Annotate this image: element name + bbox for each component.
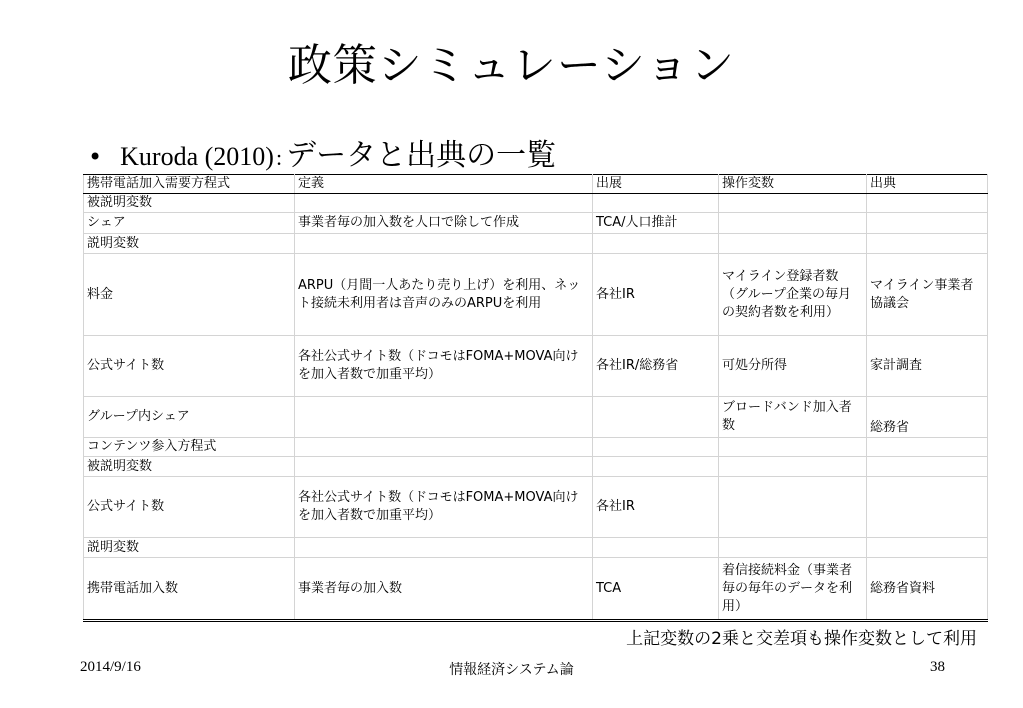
table-cell: 可処分所得 [719, 336, 867, 397]
table-row [84, 234, 988, 254]
table-cell: 着信接続料金（事業者毎の毎年のデータを利用） [719, 558, 867, 621]
bullet-item [88, 130, 556, 172]
slide-title: 政策シミュレーション [287, 40, 736, 91]
table-row [84, 538, 988, 558]
table-cell: ARPU（月間一人あたり売り上げ）を利用、ネット接続未利用者は音声のみのARPUを利用 [295, 254, 593, 336]
table-cell [593, 397, 719, 438]
table-cell: 総務省 [867, 397, 988, 438]
bullet-icon: • [88, 143, 103, 171]
table-cell [295, 194, 593, 213]
table-cell [867, 234, 988, 254]
table-cell [593, 194, 719, 213]
table-cell [295, 438, 593, 457]
table-cell: ブロードバンド加入者数 [719, 397, 867, 438]
table-row [84, 558, 988, 621]
bullet-citation: Kuroda (2010) [120, 142, 274, 171]
data-source-table [83, 174, 988, 622]
table-cell [867, 477, 988, 538]
table-cell: 各社公式サイト数（ドコモはFOMA+MOVA向けを加入者数で加重平均） [295, 477, 593, 538]
header-cell-instrument-source: 出典 [867, 175, 988, 194]
table-cell: 携帯電話加入数 [84, 558, 295, 621]
table-row [84, 457, 988, 477]
footer-course-title: 情報経済システム論 [449, 662, 574, 678]
table-cell [593, 457, 719, 477]
table-section-row [84, 438, 988, 457]
table-cell [719, 234, 867, 254]
table-row [84, 477, 988, 538]
table-header-row [84, 175, 988, 194]
table-cell [593, 538, 719, 558]
bullet-text: データと出典の一覧 [286, 138, 557, 173]
table-cell: 公式サイト数 [84, 477, 295, 538]
table-cell [867, 194, 988, 213]
table-cell: 説明変数 [84, 538, 295, 558]
table-cell: シェア [84, 213, 295, 234]
table-cell: 各社IR/総務省 [593, 336, 719, 397]
instrument-note: 上記変数の2乗と交差項も操作変数として利用 [626, 629, 977, 649]
header-cell-instrument: 操作変数 [719, 175, 867, 194]
table-cell: 料金 [84, 254, 295, 336]
table-cell: TCA/人口推計 [593, 213, 719, 234]
bullet-separator: : [275, 145, 283, 170]
table-cell [593, 438, 719, 457]
table-cell [719, 194, 867, 213]
table-cell: マイライン事業者協議会 [867, 254, 988, 336]
table-cell [593, 234, 719, 254]
table-cell: 被説明変数 [84, 457, 295, 477]
table-cell [867, 457, 988, 477]
table-row [84, 336, 988, 397]
table-cell: 事業者毎の加入数 [295, 558, 593, 621]
table-cell [719, 477, 867, 538]
header-cell-source: 出展 [593, 175, 719, 194]
header-cell-definition: 定義 [295, 175, 593, 194]
table-row [84, 254, 988, 336]
table-cell: 被説明変数 [84, 194, 295, 213]
table-cell [719, 538, 867, 558]
table-cell: マイライン登録者数（グループ企業の毎月の契約者数を利用） [719, 254, 867, 336]
table-cell: 各社IR [593, 477, 719, 538]
table-row [84, 213, 988, 234]
table-cell: 説明変数 [84, 234, 295, 254]
table-cell [719, 213, 867, 234]
table-cell: 各社IR [593, 254, 719, 336]
table-cell: 事業者毎の加入数を人口で除して作成 [295, 213, 593, 234]
table-cell: 各社公式サイト数（ドコモはFOMA+MOVA向けを加入者数で加重平均） [295, 336, 593, 397]
table-cell [295, 397, 593, 438]
table-cell [867, 438, 988, 457]
table-row [84, 397, 988, 438]
table-cell: コンテンツ参入方程式 [84, 438, 295, 457]
table-cell [295, 538, 593, 558]
table-cell: TCA [593, 558, 719, 621]
table-cell [719, 457, 867, 477]
page-number: 38 [930, 659, 945, 675]
table-cell: 公式サイト数 [84, 336, 295, 397]
table-cell: グループ内シェア [84, 397, 295, 438]
footer-date: 2014/9/16 [80, 659, 141, 675]
table-cell [295, 457, 593, 477]
table-cell [867, 213, 988, 234]
header-cell-equation: 携帯電話加入需要方程式 [84, 175, 295, 194]
table-row [84, 194, 988, 213]
table-cell: 総務省資料 [867, 558, 988, 621]
table-cell [295, 234, 593, 254]
table-cell [719, 438, 867, 457]
table-cell: 家計調査 [867, 336, 988, 397]
table-cell [867, 538, 988, 558]
